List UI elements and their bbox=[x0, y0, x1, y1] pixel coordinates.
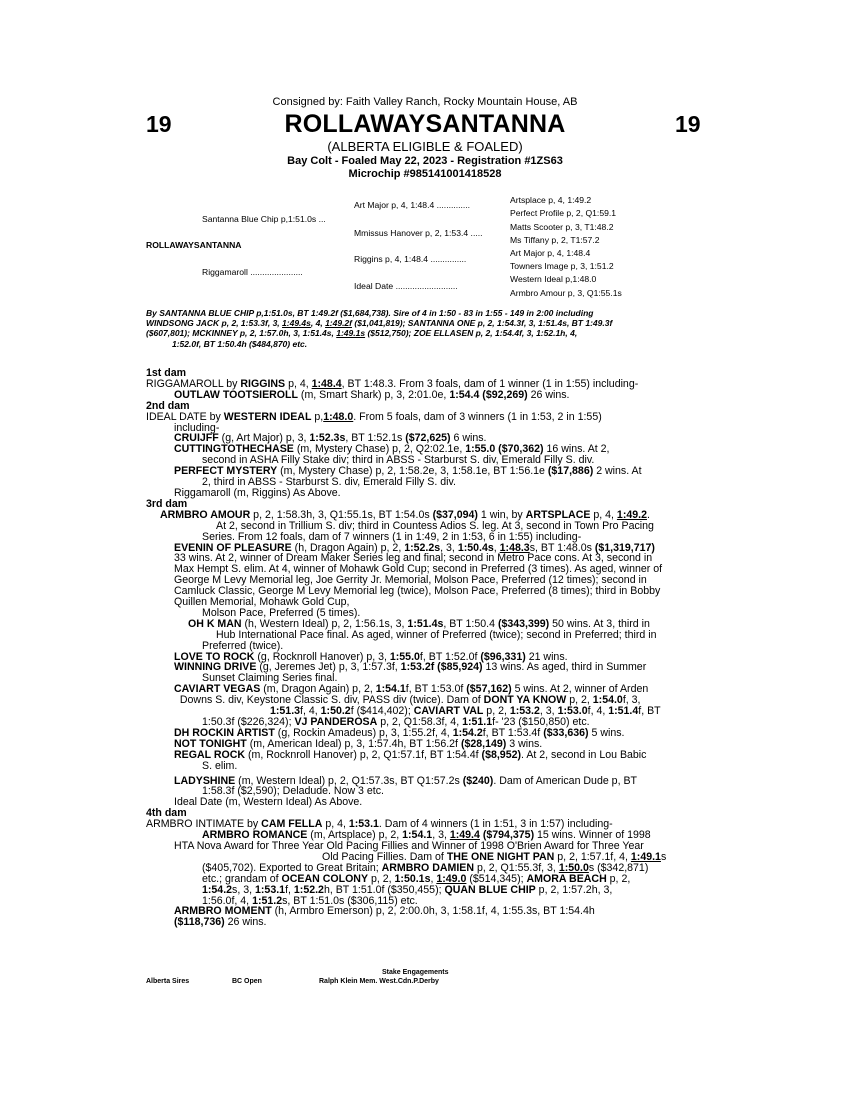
horse-description: Bay Colt - Foaled May 22, 2023 - Registration #1ZS63 bbox=[287, 155, 563, 167]
third-dam-heading: 3rd dam bbox=[146, 497, 188, 510]
stake-alberta-sires: Alberta Sires bbox=[146, 978, 190, 985]
eligibility: (ALBERTA ELIGIBLE & FOALED) bbox=[327, 139, 523, 154]
stake-bc-open: BC Open bbox=[232, 978, 262, 985]
pedigree-subject: ROLLAWAYSANTANNA bbox=[146, 240, 242, 250]
produce-caviart-vegas: CAVIART VEGAS (m, Dragon Again) p, 2, 1:54.1f, BT 1:53.0f ($57,162) 5 wins. At 2, winner of Arden bbox=[174, 683, 649, 696]
pedigree-sire-dam: Mmissus Hanover p, 2, 1:53.4 ..... bbox=[354, 228, 483, 238]
second-dam-text: IDEAL DATE by WESTERN IDEAL p,1:48.0. From 5 foals, dam of 3 winners (1 in 1:53, 2 in 1:55) bbox=[146, 410, 602, 423]
produce-armbro-moment: ARMBRO MOMENT (h, Armbro Emerson) p, 2, 2:00.0h, 3, 1:58.1f, 4, 1:55.3s, BT 1:54.4h bbox=[174, 905, 595, 918]
pedigree-g5: Art Major p, 4, 1:48.4 bbox=[510, 248, 591, 258]
produce-ladyshine: LADYSHINE (m, Western Ideal) p, 2, Q1:57.3s, BT Q1:57.2s ($240). Dam of American Dude p, BT bbox=[174, 774, 637, 787]
female-family: 1st dam RIGGAMAROLL by RIGGINS p, 4, 1:48.4, BT 1:48.3. From 3 foals, dam of 1 winner (1 in 1:55) including- OUTLAW TOOTSIEROLL (m, Smart Shark) p, 3, 2:01.0e, 1:54.4 ($92,269) 26 wins. 2nd dam IDEAL DATE by WESTERN IDEAL p,1:48.0. From 5 foals, dam of 3 winners (1 in 1:53, 2 in 1:55) including- CRUIJFF (g, Art Major) p, 3, 1:52.3s, BT 1:52.1s ($72,625) 6 wins. CUTTINGTOTHECHASE (m, Mystery Chase) p, 2, Q2:02.1e, 1:55.0 ($70,362) 16 wins. At 2, second in ASHA Filly Stake div; third in ABSS - Starburst S. div, Emerald Filly S. div. PERFECT MYSTERY (m, Mystery Chase) p, 2, 1:58.2e, 3, 1:58.1e, BT 1:56.1e ($17,886) 2 wins. At 2, third in ABSS - Starburst S. div, Emerald Filly S. div. Riggamaroll (m, Riggins) As Above. 3rd dam ARMBRO AMOUR p, 2, 1:58.3h, 3, Q1:55.1s, BT 1:54.0s ($37,094) 1 win, by ARTSPLACE p, 4, 1:49.2. At 2, second in Trillium S. div; third in Countess Adios S. leg. At 3, second in Town Pro Pacing Series. From 12 foals, dam of 7 winners (1 in 1:49, 2 in 1:53, 6 in 1:55) including- EVENIN OF PLEASURE (h, Dragon Again) p, 2, 1:52.2s, 3, 1:50.4s, 1:48.3s, BT 1:48.0s ($1,319,717) 33 wins. At 2, winner of Dream Maker Series leg and final; second in Metro Pace cons. At 3, second in Max Hempt S. elim. At 4, winner of Mohawk Gold Cup; second in Preferred (3 times). As aged, winner of George M Levy Memorial leg, Joe Gerrity Jr. Memorial, Molson Pace, Preferred (12 times); second in Camluck Classic, George M Levy Memorial leg (twice), Molson Pace, Preferred (8 times); third in Bobby Quillen Memorial, Mohawk Gold Cup, Molson Pace, Preferred (5 times). OH K MAN (h, Western Ideal) p, 2, 1:56.1s, 3, 1:51.4s, BT 1:50.4 ($343,399) 50 wins. At 3, third in Hub International Pace final. As aged, winner of Preferred (twice); second in Preferred; third in Preferred (twice). LOVE TO ROCK (g, Rocknroll Hanover) p, 3, 1:55.0f, BT 1:52.0f ($96,331) 21 wins. WINNING DRIVE (g, Jeremes Jet) p, 3, 1:57.3f, 1:53.2f ($85,924) 13 wins. As aged, third in Summer Sunset Claiming Series final. CAVIART VEGAS (m, Dragon Again) p, 2, 1:54.1f, BT 1:53.0f ($57,162) 5 wins. At 2, winner of Arden Downs S. div, Keystone Classic S. div, PASS div (twice). Dam of DONT YA KNOW p, 2, 1:54.0f, 3, 1:51.3f, 4, 1:50.2f ($414,402); CAVIART VAL p, 2, 1:53.2, 3, 1:53.0f, 4, 1:51.4f, BT 1:50.3f ($226,324); VJ PANDEROSA p, 2, Q1:58.3f, 4, 1:51.1f- '23 ($150,850) etc. DH ROCKIN ARTIST (g, Rockin Amadeus) p, 3, 1:55.2f, 4, 1:54.2f, BT 1:53.4f ($33,636) 5 wins. NOT TONIGHT (m, American Ideal) p, 3, 1:57.4h, BT 1:56.2f ($28,149) 3 wins. REGAL ROCK (m, Rocknroll Hanover) p, 2, Q1:57.1f, BT 1:54.4f ($8,952). At 2, second in Lou Babic S. elim. LADYSHINE (m, Western Ideal) p, 2, Q1:57.3s, BT Q1:57.2s ($240). Dam of American Dude p, BT 1:58.3f ($2,590); Deladude. Now 3 etc. Ideal Date (m, Western Ideal) As Above. 4th dam ARMBRO INTIMATE by CAM FELLA p, 4, 1:53.1. Dam of 4 winners (1 in 1:51, 3 in 1:57) including- ARMBRO ROMANCE (m, Artsplace) p, 2, 1:54.1, 3, 1:49.4 ($794,375) 15 wins. Winner of 1998 HTA Nova Award for Three Year Old Pacing Fillies and Winner of 1998 O'Brien Award for Three Year Old Pacing Fillies. Dam of THE ONE NIGHT PAN p, 2, 1:57.1f, 4, 1:49.1s ($405,702). Exported to Great Britain; ARMBRO DAMIEN p, 2, Q1:55.3f, 3, 1:50.0s ($342,871) etc.; grandam of OCEAN COLONY p, 2, 1:50.1s, 1:49.0 ($514,345); AMORA BEACH p, 2, 1:54.2s, 3, 1:53.1f, 1:52.2h, BT 1:51.0f ($350,455); QUAN BLUE CHIP p, 2, 1:57.2h, 3, 1:56.0f, 4, 1:51.2s, BT 1:51.0s ($306,115) etc. ARMBRO MOMENT (h, Armbro Emerson) p, 2, 2:00.0h, 3, 1:58.1f, 4, 1:55.3s, BT 1:54.4h ($118,736) 26 wins. bbox=[146, 368, 716, 928]
pedigree-g7: Western Ideal p,1:48.0 bbox=[510, 274, 597, 284]
pedigree-g1: Artsplace p, 4, 1:49.2 bbox=[510, 195, 592, 205]
produce-oh-k-man: OH K MAN (h, Western Ideal) p, 2, 1:56.1s, 3, 1:51.4s, BT 1:50.4 ($343,399) 50 wins. At 3, third in bbox=[188, 617, 650, 630]
pedigree-sire-sire: Art Major p, 4, 1:48.4 .............. bbox=[354, 200, 471, 210]
sire-line-4: 1:52.0f, BT 1:50.4h ($484,870) etc. bbox=[172, 338, 308, 349]
pedigree-dam: Riggamaroll ...................... bbox=[202, 267, 303, 277]
produce-love-to-rock: LOVE TO ROCK (g, Rocknroll Hanover) p, 3, 1:55.0f, BT 1:52.0f ($96,331) 21 wins. bbox=[174, 650, 568, 663]
sire-line-2: WINDSONG JACK p, 2, 1:53.3f, 3, 1:49.4s, 4, 1:49.2f ($1,041,819); SANTANNA ONE p, 2, 1:54.3f, 3, 1:51.4s, BT 1:49.3f bbox=[146, 318, 613, 329]
lot-number-right: 19 bbox=[675, 111, 701, 137]
consignor: Consigned by: Faith Valley Ranch, Rocky Mountain House, AB bbox=[272, 96, 578, 108]
pedigree-g8: Armbro Amour p, 3, Q1:55.1s bbox=[510, 288, 622, 298]
sire-line-3: ($607,801); MCKINNEY p, 2, 1:57.0h, 3, 1:51.4s, 1:49.1s ($512,750); ZOE ELLASEN p, 2, 1:54.4f, 3, 1:52.1h, 4, bbox=[146, 328, 578, 339]
fourth-dam-text: ARMBRO INTIMATE by CAM FELLA p, 4, 1:53.1. Dam of 4 winners (1 in 1:51, 3 in 1:57) including- bbox=[146, 818, 613, 831]
pedigree-dam-sire: Riggins p, 4, 1:48.4 ............... bbox=[354, 254, 467, 264]
stake-other: Ralph Klein Mem. West.Cdn.P.Derby bbox=[319, 978, 439, 985]
produce-dh-rockin-artist: DH ROCKIN ARTIST (g, Rockin Amadeus) p, 3, 1:55.2f, 4, 1:54.2f, BT 1:53.4f ($33,636) 5 wins. bbox=[174, 726, 625, 739]
first-dam-heading: 1st dam bbox=[146, 367, 187, 379]
sire-summary bbox=[146, 308, 706, 349]
second-dam-heading: 2nd dam bbox=[146, 399, 190, 412]
pedigree-sire: Santanna Blue Chip p,1:51.0s ... bbox=[202, 214, 326, 224]
produce-winning-drive: WINNING DRIVE (g, Jeremes Jet) p, 3, 1:57.3f, 1:53.2f ($85,924) 13 wins. As aged, third in Summer bbox=[174, 661, 647, 674]
produce-cruijff: CRUIJFF (g, Art Major) p, 3, 1:52.3s, BT 1:52.1s ($72,625) 6 wins. bbox=[174, 432, 487, 445]
pedigree-g6: Towners Image p, 3, 1:51.2 bbox=[510, 261, 614, 271]
produce-evenin-of-pleasure: EVENIN OF PLEASURE (h, Dragon Again) p, 2, 1:52.2s, 3, 1:50.4s, 1:48.3s, BT 1:48.0s ($1,319,717) bbox=[174, 541, 655, 554]
produce-armbro-romance: ARMBRO ROMANCE (m, Artsplace) p, 2, 1:54.1, 3, 1:49.4 ($794,375) 15 wins. Winner of 1998 bbox=[202, 829, 651, 842]
microchip: Microchip #985141001418528 bbox=[348, 168, 502, 180]
third-dam-text: ARMBRO AMOUR p, 2, 1:58.3h, 3, Q1:55.1s, BT 1:54.0s ($37,094) 1 win, by ARTSPLACE p, 4, 1:49.2. bbox=[160, 508, 650, 521]
pedigree-g3: Matts Scooter p, 3, T1:48.2 bbox=[510, 222, 614, 232]
fourth-dam-heading: 4th dam bbox=[146, 807, 187, 820]
sire-line-1: By SANTANNA BLUE CHIP p,1:51.0s, BT 1:49.2f ($1,684,738). Sire of 4 in 1:50 - 83 in 1:55 - 149 in 2:00 including bbox=[146, 308, 594, 318]
first-dam-text: RIGGAMAROLL by RIGGINS p, 4, 1:48.4, BT 1:48.3. From 3 foals, dam of 1 winner (1 in 1:55) including- bbox=[146, 377, 639, 390]
produce-not-tonight: NOT TONIGHT (m, American Ideal) p, 3, 1:57.4h, BT 1:56.2f ($28,149) 3 wins. bbox=[174, 737, 543, 750]
stake-engagements-title: Stake Engagements bbox=[382, 969, 449, 976]
horse-name: ROLLAWAYSANTANNA bbox=[284, 110, 566, 138]
produce-cuttingtothechase: CUTTINGTOTHECHASE (m, Mystery Chase) p, 2, Q2:02.1e, 1:55.0 ($70,362) 16 wins. At 2, bbox=[174, 443, 610, 456]
produce-regal-rock: REGAL ROCK (m, Rocknroll Hanover) p, 2, Q1:57.1f, BT 1:54.4f ($8,952). At 2, second in Lou Babic bbox=[174, 748, 647, 761]
pedigree-g2: Perfect Profile p, 2, Q1:59.1 bbox=[510, 208, 617, 218]
lot-number-left: 19 bbox=[146, 111, 172, 137]
pedigree-g4: Ms Tiffany p, 2, T1:57.2 bbox=[510, 235, 600, 245]
pedigree-dam-dam: Ideal Date .......................... bbox=[354, 281, 458, 291]
produce-outlaw-tootsieroll: OUTLAW TOOTSIEROLL (m, Smart Shark) p, 3, 2:01.0e, 1:54.4 ($92,269) 26 wins. bbox=[174, 388, 570, 401]
produce-perfect-mystery: PERFECT MYSTERY (m, Mystery Chase) p, 2, 1:58.2e, 3, 1:58.1e, BT 1:56.1e ($17,886) 2 wins. At bbox=[174, 465, 642, 478]
